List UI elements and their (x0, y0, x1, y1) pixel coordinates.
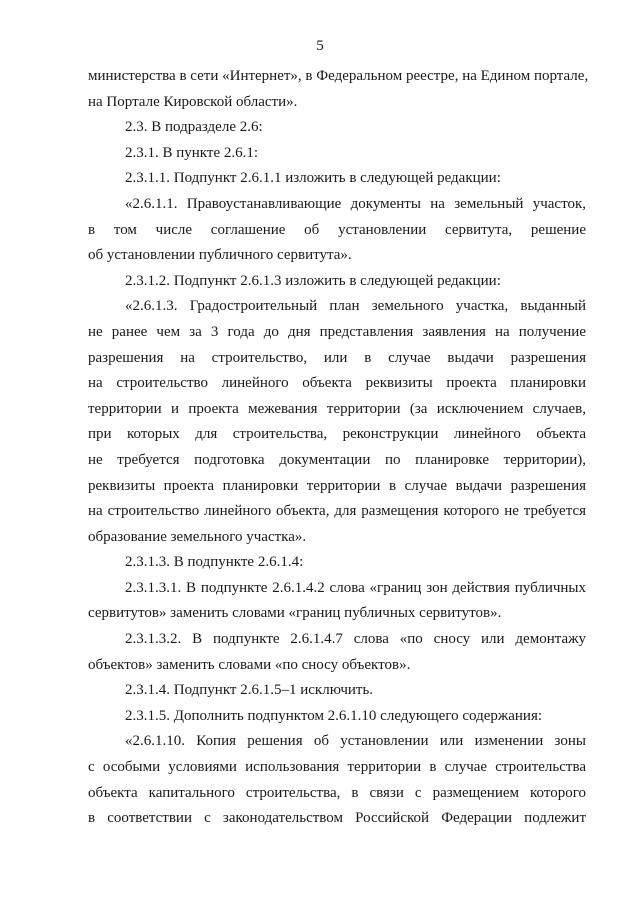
text-line: 2.3.1.1. Подпункт 2.6.1.1 изложить в следующей редакции: (125, 170, 501, 187)
text-line: реквизиты проекта планировки территории в случае выдачи разрешения (88, 477, 586, 494)
text-line: 2.3.1.3.1. В подпункте 2.6.1.4.2 слова «границ зон действия публичных (125, 579, 586, 596)
text-line: 2.3.1. В пункте 2.6.1: (125, 144, 259, 161)
text-line: объекта капитального строительства, в связи с размещением которого (88, 784, 586, 801)
text-line: «2.6.1.1. Правоустанавливающие документы на земельный участок, (125, 195, 586, 212)
text-line: территории и проекта межевания территории (за исключением случаев, (88, 400, 586, 417)
text-line: 2.3.1.4. Подпункт 2.6.1.5–1 исключить. (125, 682, 374, 699)
text-line: в соответствии с законодательством Российской Федерации подлежит (88, 810, 586, 827)
text-line: 2.3.1.3. В подпункте 2.6.1.4: (125, 554, 304, 571)
text-line: «2.6.1.10. Копия решения об установлении или изменении зоны (125, 733, 586, 750)
text-line: в том числе соглашение об установлении сервитута, решение (88, 221, 586, 238)
text-line: министерства в сети «Интернет», в Федеральном реестре, на Едином портале, (88, 68, 589, 84)
text-line: на строительство линейного объекта, для размещения которого не требуется (88, 503, 586, 520)
text-line: не требуется подготовка документации по планировке территории), (88, 451, 586, 468)
text-line: разрешения на строительство, или в случае выдачи разрешения (88, 349, 586, 366)
text-line: 2.3.1.2. Подпункт 2.6.1.3 изложить в следующей редакции: (125, 272, 501, 289)
text-line: сервитутов» заменить словами «границ публичных сервитутов». (88, 605, 502, 622)
text-line: 2.3. В подразделе 2.6: (125, 119, 263, 136)
text-line: на Портале Кировской области». (88, 93, 298, 110)
text-line: образование земельного участка». (88, 528, 307, 545)
text-line: объектов» заменить словами «по сносу объектов». (88, 656, 411, 673)
text-line: об установлении публичного сервитута». (88, 247, 352, 264)
page-number: 5 (316, 38, 324, 54)
text-line: «2.6.1.3. Градостроительный план земельного участка, выданный (125, 298, 586, 315)
text-line: при которых для строительства, реконструкции линейного объекта (88, 426, 586, 443)
text-line: 2.3.1.3.2. В подпункте 2.6.1.4.7 слова «по сносу или демонтажу (125, 631, 586, 648)
document-body (88, 64, 589, 832)
text-line: на строительство линейного объекта реквизиты проекта планировки (88, 375, 586, 392)
text-line: с особыми условиями использования территории в случае строительства (88, 759, 586, 776)
text-line: не ранее чем за 3 года до дня представления заявления на получение (88, 323, 586, 340)
text-line: 2.3.1.5. Дополнить подпунктом 2.6.1.10 следующего содержания: (125, 707, 543, 724)
